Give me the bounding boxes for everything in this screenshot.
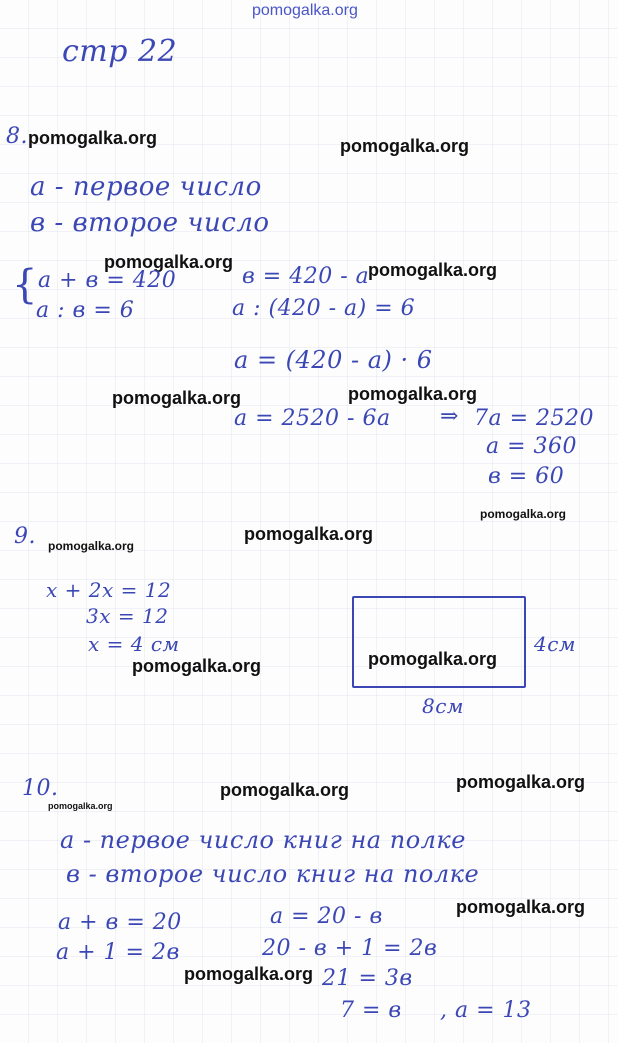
task8-arrow: ⇒ — [440, 404, 459, 429]
task10-def-b: в - второе число книг на полке — [66, 860, 480, 888]
watermark-top[interactable]: pomogalka.org — [252, 2, 358, 19]
task10-def-a: а - первое число книг на полке — [60, 826, 466, 854]
task9-eq2: 3x = 12 — [86, 604, 169, 628]
task9-eq3: x = 4 см — [88, 632, 180, 656]
task-number-9: 9. — [14, 524, 36, 549]
task8-system-eq2: а : в = 6 — [36, 298, 135, 323]
watermark: pomogalka.org — [112, 388, 242, 408]
watermark: pomogalka.org — [104, 252, 234, 272]
rectangle-bottom-label: 8см — [422, 694, 465, 718]
task-number-8: 8. — [6, 124, 28, 149]
watermark: pomogalka.org — [480, 507, 567, 521]
task8-step3: а = (420 - а) · 6 — [234, 346, 433, 374]
watermark: pomogalka.org — [48, 801, 113, 811]
rectangle-side-label: 4см — [534, 632, 577, 656]
task10-step4: 7 = в — [340, 998, 402, 1023]
watermark: pomogalka.org — [48, 539, 135, 553]
task10-answer: , а = 13 — [440, 998, 532, 1023]
watermark: pomogalka.org — [220, 780, 350, 800]
watermark: pomogalka.org — [28, 128, 158, 148]
rectangle-drawing — [352, 596, 526, 688]
task8-system-eq1: а + в = 420 — [38, 268, 177, 293]
task8-step4: а = 2520 - 6а — [234, 406, 391, 431]
system-brace: { — [12, 262, 38, 308]
task10-eq1: а + в = 20 — [58, 910, 182, 935]
watermark: pomogalka.org — [368, 649, 498, 669]
task8-step5: 7а = 2520 — [474, 406, 595, 431]
watermark: pomogalka.org — [244, 524, 374, 544]
task10-eq2: а + 1 = 2в — [56, 940, 180, 965]
task10-step3: 21 = 3в — [322, 966, 413, 991]
task8-step1: в = 420 - а — [242, 264, 370, 289]
task8-def-a: а - первое число — [30, 172, 262, 202]
watermark: pomogalka.org — [456, 897, 586, 917]
task9-eq1: x + 2x = 12 — [46, 578, 172, 602]
task10-step1: а = 20 - в — [270, 904, 383, 929]
page-label: стр 22 — [62, 34, 178, 69]
watermark: pomogalka.org — [340, 136, 470, 156]
watermark: pomogalka.org — [184, 964, 314, 984]
task10-step2: 20 - в + 1 = 2в — [262, 936, 438, 961]
watermark: pomogalka.org — [368, 260, 498, 280]
task8-def-b: в - второе число — [30, 208, 270, 238]
watermark: pomogalka.org — [456, 772, 586, 792]
task-number-10: 10. — [22, 776, 59, 801]
watermark: pomogalka.org — [348, 384, 478, 404]
watermark: pomogalka.org — [132, 656, 262, 676]
task8-answer-a: а = 360 — [486, 434, 578, 459]
task8-step2: а : (420 - а) = 6 — [232, 296, 416, 321]
task8-answer-b: в = 60 — [488, 464, 565, 489]
